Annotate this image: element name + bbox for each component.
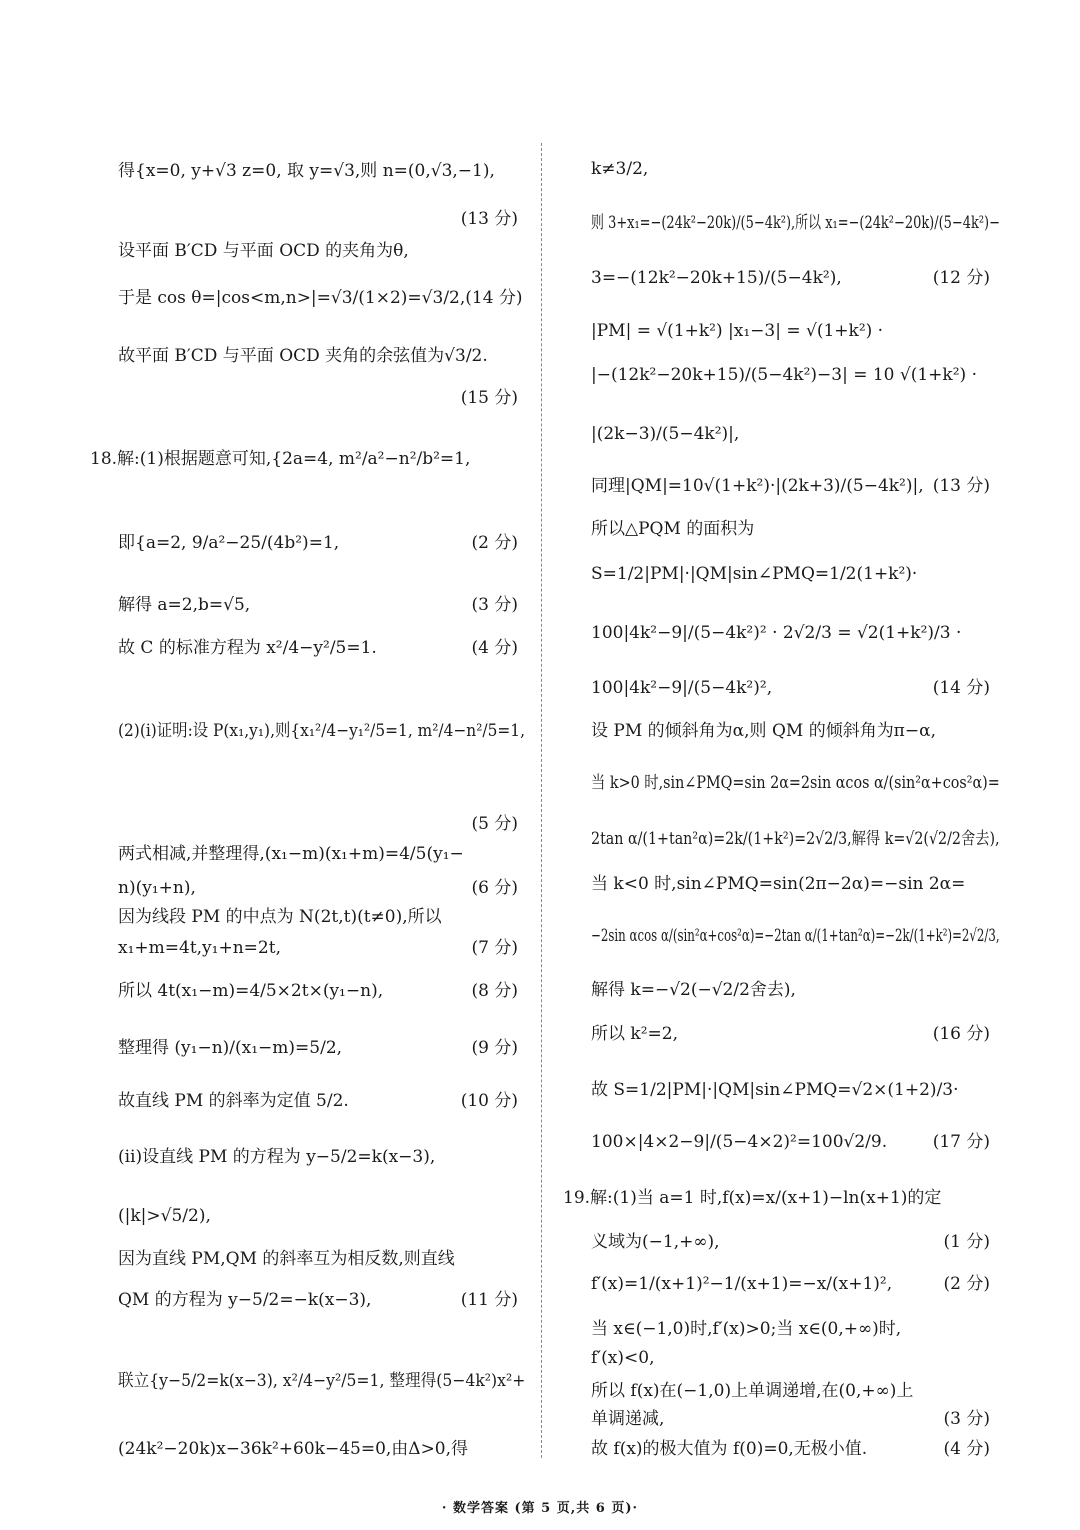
left-line: 18.解:(1)根据题意可知,{2a=4, m²/a²−n²/b²=1, xyxy=(90,449,471,469)
left-line: 因为线段 PM 的中点为 N(2t,t)(t≠0),所以 xyxy=(118,907,442,927)
left-line: n)(y₁+n), xyxy=(118,878,196,898)
right-score: (3 分) xyxy=(943,1409,990,1429)
left-line: 于是 cos θ=|cos<m,n>|=√3/(1×2)=√3/2,(14 分) xyxy=(118,288,523,308)
left-line: (ⅱ)设直线 PM 的方程为 y−5/2=k(x−3), xyxy=(118,1147,436,1167)
left-line: 故直线 PM 的斜率为定值 5/2. xyxy=(118,1091,349,1111)
right-line: S=1/2|PM|·|QM|sin∠PMQ=1/2(1+k²)· xyxy=(591,564,918,584)
right-line: 19.解:(1)当 a=1 时,f(x)=x/(x+1)−ln(x+1)的定 xyxy=(563,1188,942,1208)
left-score: (8 分) xyxy=(471,981,518,1001)
left-line: 故平面 B′CD 与平面 OCD 夹角的余弦值为√3/2. xyxy=(118,346,488,366)
right-line: 3=−(12k²−20k+15)/(5−4k²), xyxy=(591,268,842,288)
column-divider xyxy=(541,143,542,1458)
left-line: 故 C 的标准方程为 x²/4−y²/5=1. xyxy=(118,638,377,658)
right-score: (17 分) xyxy=(932,1132,990,1152)
right-line: 100×|4×2−9|/(5−4×2)²=100√2/9. xyxy=(591,1132,888,1152)
left-score: (7 分) xyxy=(471,938,518,958)
right-line: 当 x∈(−1,0)时,f′(x)>0;当 x∈(0,+∞)时, xyxy=(591,1319,902,1339)
left-line: 设平面 B′CD 与平面 OCD 的夹角为θ, xyxy=(118,241,409,261)
right-line: 同理|QM|=10√(1+k²)·|(2k+3)/(5−4k²)|, xyxy=(591,476,924,496)
left-score: (3 分) xyxy=(471,595,518,615)
left-line: 解得 a=2,b=√5, xyxy=(118,595,251,615)
page-footer: · 数学答案 (第 5 页,共 6 页)· xyxy=(441,1501,639,1516)
left-line: 两式相减,并整理得,(x₁−m)(x₁+m)=4/5(y₁− xyxy=(118,844,464,864)
right-line: 单调递减, xyxy=(591,1409,665,1429)
left-line: (24k²−20k)x−36k²+60k−45=0,由Δ>0,得 xyxy=(118,1439,469,1459)
right-line: 100|4k²−9|/(5−4k²)² · 2√2/3 = √2(1+k²)/3 · xyxy=(591,623,962,643)
left-score: (9 分) xyxy=(471,1038,518,1058)
right-line: k≠3/2, xyxy=(591,159,649,179)
right-line: 故 f(x)的极大值为 f(0)=0,无极小值. xyxy=(591,1439,868,1459)
right-score: (12 分) xyxy=(932,268,990,288)
right-line: 设 PM 的倾斜角为α,则 QM 的倾斜角为π−α, xyxy=(591,721,936,741)
right-line: |PM| = √(1+k²) |x₁−3| = √(1+k²) · xyxy=(591,321,884,341)
right-score: (16 分) xyxy=(932,1024,990,1044)
left-score: (5 分) xyxy=(471,814,518,834)
right-line: 所以△PQM 的面积为 xyxy=(591,519,755,539)
right-line: 100|4k²−9|/(5−4k²)², xyxy=(591,678,773,698)
left-line: 联立{y−5/2=k(x−3), x²/4−y²/5=1, 整理得(5−4k²)x²+ xyxy=(118,1371,526,1391)
left-line: (2)(ⅰ)证明:设 P(x₁,y₁),则{x₁²/4−y₁²/5=1, m²/4−n²/5=1, xyxy=(118,721,525,741)
right-line: 当 k<0 时,sin∠PMQ=sin(2π−2α)=−sin 2α= xyxy=(591,874,966,894)
left-score: (11 分) xyxy=(460,1290,518,1310)
right-line: −2sin αcos α/(sin²α+cos²α)=−2tan α/(1+tan²α)=−2k/(1+k²)=2√2/3, xyxy=(591,926,1000,946)
right-score: (13 分) xyxy=(932,476,990,496)
left-score: (10 分) xyxy=(460,1091,518,1111)
right-score: (4 分) xyxy=(943,1439,990,1459)
right-score: (14 分) xyxy=(932,678,990,698)
right-line: 所以 f(x)在(−1,0)上单调递增,在(0,+∞)上 xyxy=(591,1381,914,1401)
right-line: 所以 k²=2, xyxy=(591,1024,678,1044)
left-line: (|k|>√5/2), xyxy=(118,1206,211,1226)
left-line: 因为直线 PM,QM 的斜率互为相反数,则直线 xyxy=(118,1249,455,1269)
right-score: (1 分) xyxy=(943,1232,990,1252)
left-line: x₁+m=4t,y₁+n=2t, xyxy=(118,938,281,958)
left-line: 整理得 (y₁−n)/(x₁−m)=5/2, xyxy=(118,1038,343,1058)
left-score: (15 分) xyxy=(460,388,518,408)
right-score: (2 分) xyxy=(943,1274,990,1294)
right-line: 则 3+x₁=−(24k²−20k)/(5−4k²),所以 x₁=−(24k²−20k)/(5−4k²)− xyxy=(591,213,1000,233)
right-line: 故 S=1/2|PM|·|QM|sin∠PMQ=√2×(1+2)/3· xyxy=(591,1080,959,1100)
right-line: 解得 k=−√2(−√2/2舍去), xyxy=(591,980,796,1000)
right-line: |(2k−3)/(5−4k²)|, xyxy=(591,424,740,444)
left-line: 所以 4t(x₁−m)=4/5×2t×(y₁−n), xyxy=(118,981,384,1001)
right-line: 义域为(−1,+∞), xyxy=(591,1232,720,1252)
right-line: f′(x)<0, xyxy=(591,1348,655,1368)
left-score: (2 分) xyxy=(471,533,518,553)
left-score: (13 分) xyxy=(460,209,518,229)
right-line: f′(x)=1/(x+1)²−1/(x+1)=−x/(x+1)², xyxy=(591,1274,893,1294)
left-line: 得{x=0, y+√3 z=0, 取 y=√3,则 n=(0,√3,−1), xyxy=(118,161,495,181)
left-line: 即{a=2, 9/a²−25/(4b²)=1, xyxy=(118,533,340,553)
left-line: QM 的方程为 y−5/2=−k(x−3), xyxy=(118,1290,372,1310)
left-score: (4 分) xyxy=(471,638,518,658)
left-score: (6 分) xyxy=(471,878,518,898)
right-line: 2tan α/(1+tan²α)=2k/(1+k²)=2√2/3,解得 k=√2(√2/2舍去), xyxy=(591,829,1000,849)
right-line: 当 k>0 时,sin∠PMQ=sin 2α=2sin αcos α/(sin²α+cos²α)= xyxy=(591,773,1000,793)
right-line: |−(12k²−20k+15)/(5−4k²)−3| = 10 √(1+k²) · xyxy=(591,365,977,385)
